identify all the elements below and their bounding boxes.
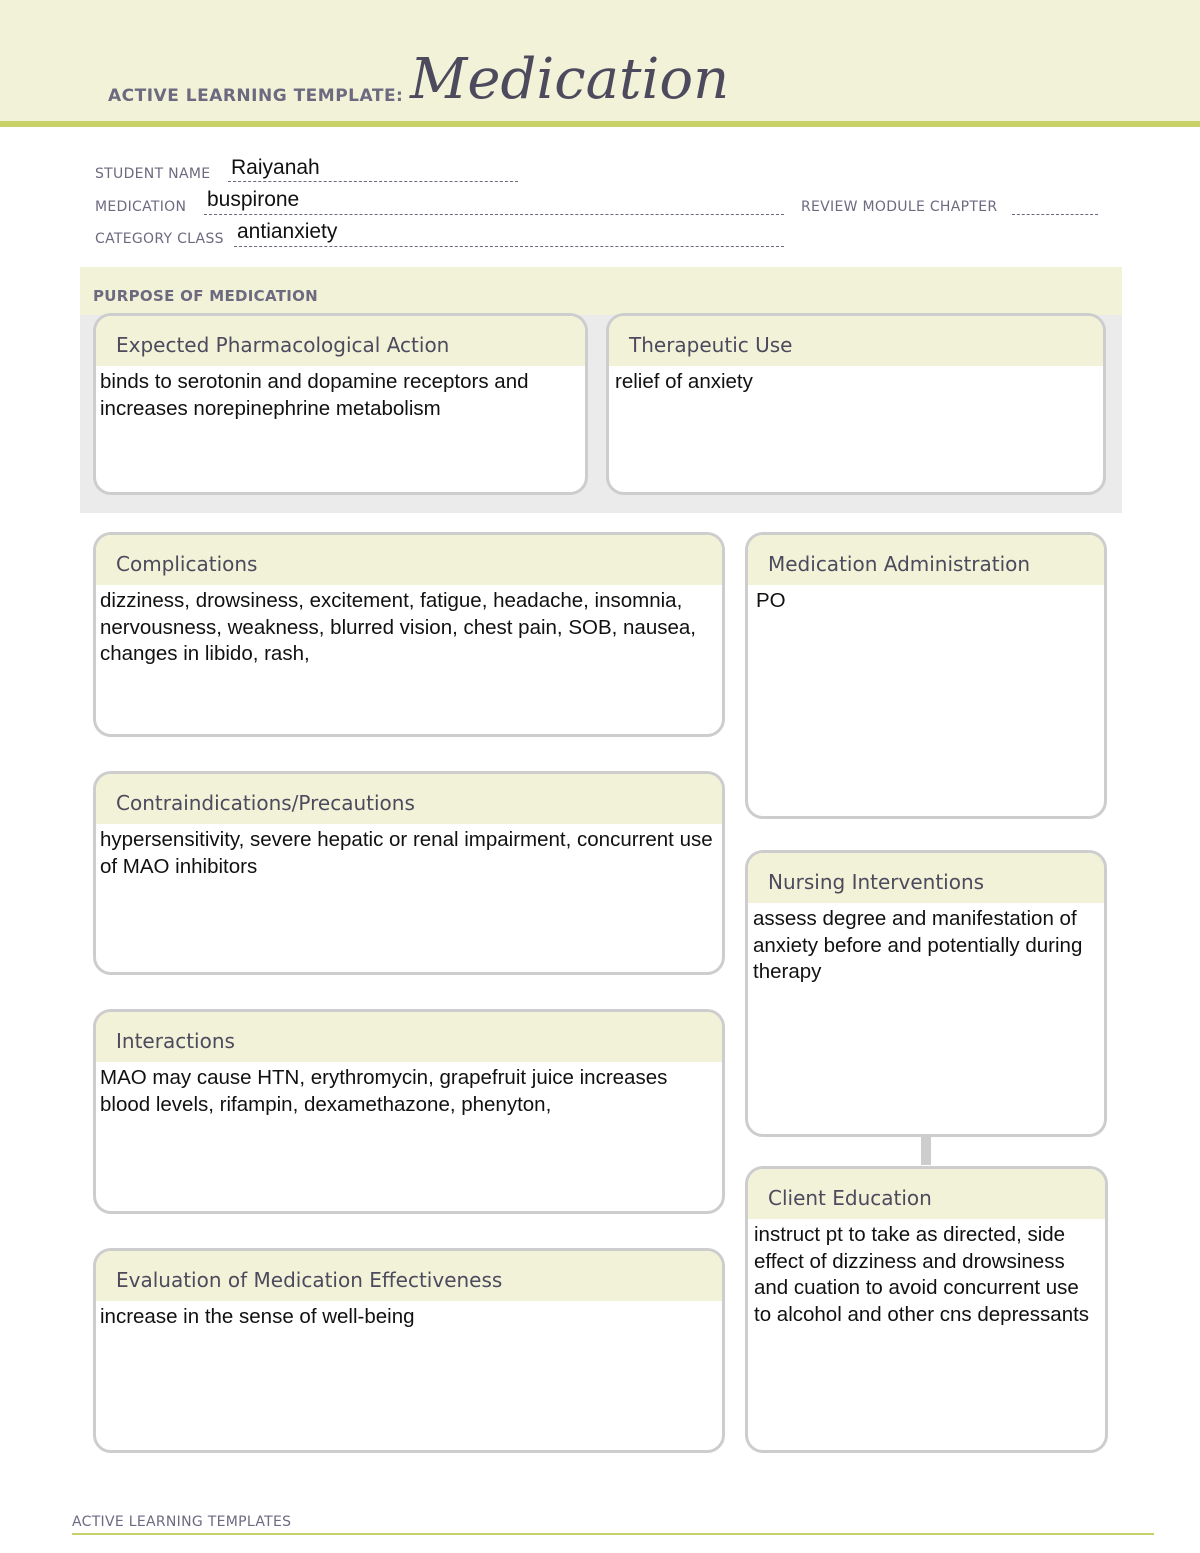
expected-action-text[interactable]: binds to serotonin and dopamine receptors and increases norepinephrine metabolism [100, 370, 529, 420]
medication-label: MEDICATION [95, 199, 187, 215]
medication-administration-box [745, 532, 1107, 819]
contraindications-text[interactable]: hypersensitivity, severe hepatic or renal impairment, concurrent use of MAO inhibitors [100, 828, 713, 878]
student-name-label: STUDENT NAME [95, 166, 211, 182]
expected-action-title: Expected Pharmacological Action [96, 316, 585, 366]
contraindications-title: Contraindications/Precautions [96, 774, 722, 824]
student-name-field[interactable]: Raiyanah [231, 156, 320, 179]
evaluation-title: Evaluation of Medication Effectiveness [96, 1251, 722, 1301]
therapeutic-use-box [606, 313, 1106, 495]
complications-text[interactable]: dizziness, drowsiness, excitement, fatigue, headache, insomnia, nervousness, weakness, blurred vision, chest pain, SOB, nausea, changes in libido, rash, [100, 589, 696, 665]
interactions-text[interactable]: MAO may cause HTN, erythromycin, grapefruit juice increases blood levels, rifampin, dexamethazone, phenyton, [100, 1066, 668, 1116]
student-name-line [228, 181, 518, 182]
template-label: ACTIVE LEARNING TEMPLATE: [108, 86, 404, 106]
client-education-text[interactable]: instruct pt to take as directed, side effect of dizziness and drowsiness and cuation to avoid concurrent use to alcohol and other cns depressants [754, 1223, 1090, 1326]
header-rule [0, 121, 1200, 127]
medication-administration-text[interactable]: PO [756, 589, 786, 612]
expected-action-box [93, 313, 588, 495]
category-class-line [234, 246, 784, 247]
therapeutic-use-text[interactable]: relief of anxiety [615, 370, 753, 393]
client-education-title: Client Education [748, 1169, 1105, 1219]
interactions-title: Interactions [96, 1012, 722, 1062]
footer-label: ACTIVE LEARNING TEMPLATES [72, 1514, 292, 1530]
contraindications-box [93, 771, 725, 975]
complications-box [93, 532, 725, 737]
nursing-interventions-title: Nursing Interventions [748, 853, 1104, 903]
medication-administration-title: Medication Administration [748, 535, 1104, 585]
evaluation-box [93, 1248, 725, 1453]
category-class-label: CATEGORY CLASS [95, 231, 224, 247]
box-connector [921, 1135, 931, 1165]
interactions-box [93, 1009, 725, 1214]
review-module-line[interactable] [1012, 214, 1098, 215]
category-class-field[interactable]: antianxiety [237, 220, 338, 243]
review-module-label: REVIEW MODULE CHAPTER [801, 199, 998, 215]
purpose-section-label: PURPOSE OF MEDICATION [93, 287, 319, 305]
page-title: Medication [410, 47, 730, 112]
client-education-box [745, 1166, 1108, 1453]
medication-field[interactable]: buspirone [207, 188, 300, 211]
nursing-interventions-box [745, 850, 1107, 1137]
medication-line [204, 214, 784, 215]
complications-title: Complications [96, 535, 722, 585]
nursing-interventions-text[interactable]: assess degree and manifestation of anxiety before and potentially during therapy [753, 907, 1083, 983]
footer-rule [72, 1533, 1154, 1535]
evaluation-text[interactable]: increase in the sense of well-being [100, 1305, 415, 1328]
therapeutic-use-title: Therapeutic Use [609, 316, 1103, 366]
